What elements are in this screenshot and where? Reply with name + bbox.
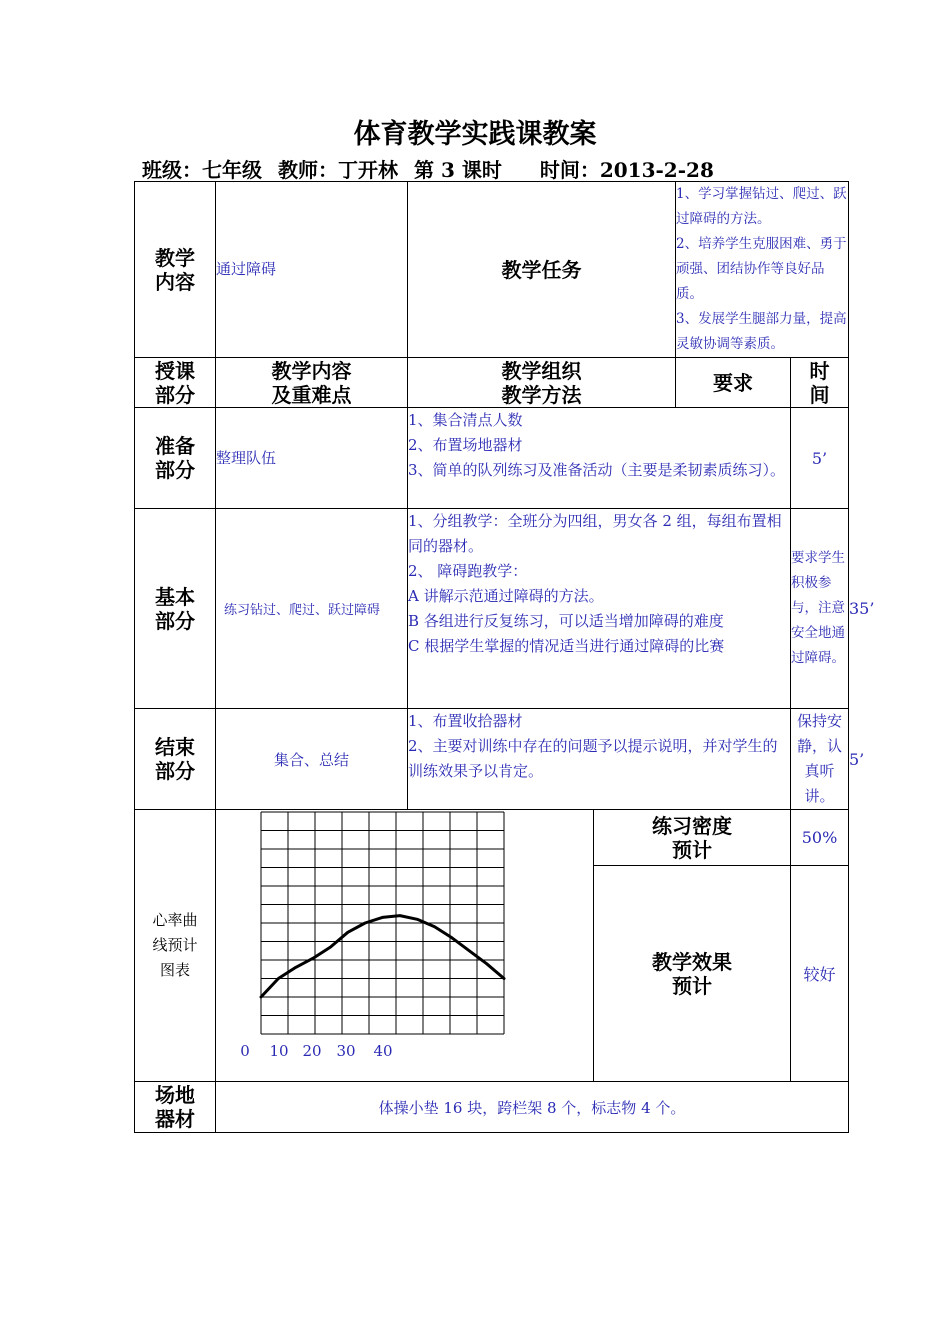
density-row [135, 810, 849, 866]
section-time: 5’ [791, 408, 849, 509]
effect-value: 较好 [791, 866, 849, 1082]
lesson-info: 第 3 课时 [414, 158, 502, 182]
task-item: 2、培养学生克服困难、勇于顽强、团结协作等良好品质。 [676, 236, 847, 302]
heart-rate-chart [216, 810, 593, 1080]
heart-rate-curve [261, 916, 504, 997]
x-tick-label: 20 [302, 1042, 322, 1060]
section-requirement: 要求学生积极参与，注意安全地通过障碍。 [791, 509, 849, 709]
method-item: A 讲解示范通过障碍的方法。 [408, 587, 604, 605]
task-item: 1、学习掌握钻过、爬过、跃过障碍的方法。 [676, 186, 847, 227]
section-part: 结束部分 [135, 709, 216, 810]
col-part: 授课部分 [135, 358, 216, 408]
method-item: 2、主要对训练中存在的问题予以提示说明，并对学生的训练效果予以肯定。 [408, 737, 778, 780]
method-item: 2、 障碍跑教学： [408, 562, 528, 580]
content-label: 教学内容 [135, 182, 216, 358]
method-item: 3、简单的队列练习及准备活动（主要是柔韧素质练习）。 [408, 461, 786, 479]
method-item: 2、布置场地器材 [408, 436, 523, 454]
time-info: 时间：2013-2-28 [539, 158, 714, 182]
page-title: 体育教学实践课教案 [353, 119, 597, 150]
section-row [135, 408, 849, 509]
class-info: 班级：七年级 [142, 158, 262, 182]
venue-label: 场地器材 [135, 1082, 216, 1133]
section-part: 准备部分 [135, 408, 216, 509]
x-tick-label: 10 [269, 1042, 289, 1060]
task-list [676, 182, 849, 358]
overview-row [135, 182, 849, 358]
lesson-info-line [142, 154, 730, 183]
heart-rate-chart-cell [216, 810, 594, 1082]
lesson-plan-table [134, 181, 875, 1133]
col-requirement: 要求 [676, 358, 791, 408]
task-item: 3、发展学生腿部力量，提高灵敏协调等素质。 [676, 311, 847, 352]
method-item: 1、布置收拾器材 [408, 712, 523, 730]
section-content: 集合、总结 [216, 709, 408, 810]
x-tick-label: 0 [240, 1042, 250, 1060]
heart-rate-svg [216, 810, 546, 1080]
density-label: 练习密度预计 [594, 810, 791, 866]
venue-row [135, 1082, 849, 1133]
task-label: 教学任务 [408, 182, 676, 358]
section-row: 基本部分 练习钻过、爬过、跃过障碍 1、分组教学：全班分为四组，男女各 2 组，每组布置相同的器材。 2、 障碍跑教学： A 讲解示范通过障碍的方法。 B 各组进行反复练习，可以适当增加障碍的难度 C 根据学生掌握的情况适当进行通过障碍的比赛 要求学生积极参与，注意安全地通过障碍。 35’ [135, 509, 849, 709]
col-method: 教学组织教学方法 [408, 358, 676, 408]
section-part: 基本部分 [135, 509, 216, 709]
method-item: C 根据学生掌握的情况适当进行通过障碍的比赛 [408, 637, 725, 655]
section-content: 练习钻过、爬过、跃过障碍 [216, 509, 408, 709]
method-item: 1、分组教学：全班分为四组，男女各 2 组，每组布置相同的器材。 [408, 512, 782, 555]
teacher-info: 教师：丁开林 [278, 158, 398, 182]
effect-label: 教学效果预计 [594, 866, 791, 1082]
col-time: 时间 [791, 358, 849, 408]
col-content: 教学内容及重难点 [216, 358, 408, 408]
x-tick-label: 30 [336, 1042, 356, 1060]
section-content: 整理队伍 [216, 408, 408, 509]
content-value: 通过障碍 [216, 182, 408, 358]
section-requirement: 保持安静，认真听讲。 [791, 709, 849, 810]
x-tick-label: 40 [373, 1042, 393, 1060]
heart-rate-label: 心率曲线预计图表 [135, 810, 216, 1082]
section-row: 结束部分 集合、总结 1、布置收拾器材 2、主要对训练中存在的问题予以提示说明，并对学生的训练效果予以肯定。 保持安静，认真听讲。 5’ [135, 709, 849, 810]
venue-value: 体操小垫 16 块，跨栏架 8 个，标志物 4 个。 [216, 1082, 849, 1133]
method-item: 1、集合清点人数 [408, 411, 523, 429]
section-methods [408, 408, 791, 509]
column-header-row [135, 358, 849, 408]
section-methods [408, 709, 791, 810]
section-methods [408, 509, 791, 709]
density-value: 50% [791, 810, 849, 866]
method-item: B 各组进行反复练习，可以适当增加障碍的难度 [408, 612, 724, 630]
